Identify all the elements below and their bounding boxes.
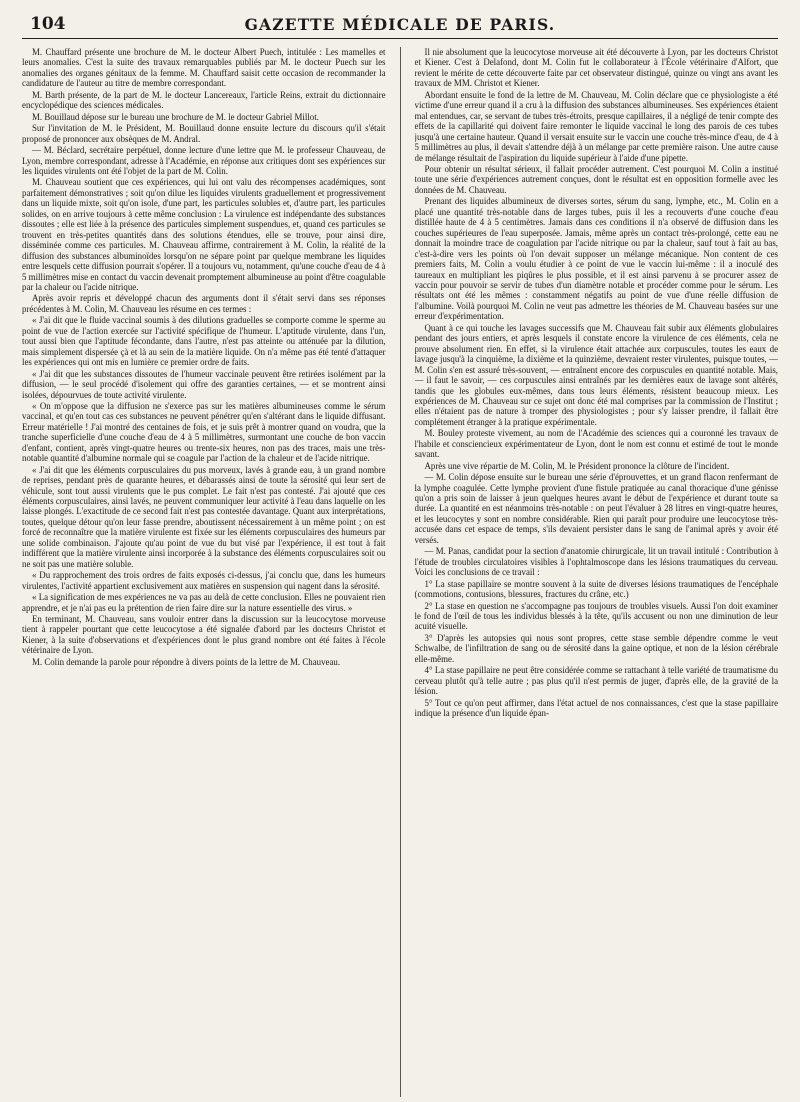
paragraph: 4° La stase papillaire ne peut être considérée comme se rattachant à telle variété de traumatisme du cerveau plutôt qu'à telle autre ; pas plus qu'il n'est permis de juger, d'après elle, de la gravité de la lésion. bbox=[414, 665, 779, 697]
paragraph: En terminant, M. Chauveau, sans vouloir entrer dans la discussion sur la leucocytose morveuse tient à rappeler pourtant que cette leucocytose a été signalée d'abord par les docteurs Christot et Kiener, à la suite d'observations et d'expériences dont le plus grand nombre ont été faites à l'école vétérinaire de Lyon. bbox=[22, 614, 386, 656]
paragraph: 1° La stase papillaire se montre souvent à la suite de diverses lésions traumatiques de l'encéphale (commotions, contusions, blessures, fractures du crâne, etc.) bbox=[414, 578, 779, 600]
paragraph: Après avoir repris et développé chacun des arguments dont il s'était servi dans ses réponses précédentes à M. Colin, M. Chauveau les résume en ces termes : bbox=[22, 293, 386, 314]
paragraph: « La signification de mes expériences ne va pas au delà de cette conclusion. Elles ne pouvaient rien apprendre, et je n'ai pas eu la prétention de rien faire dire sur la nature essentielle des virus. » bbox=[22, 592, 386, 613]
paragraph: Abordant ensuite le fond de la lettre de M. Chauveau, M. Colin déclare que ce physiologiste a été victime d'une erreur quand il a cru à la diffusion des substances albumineuses. Ses expériences étaient mal entendues, car, se servant de tubes très-étroits, presque capillaires, il a négligé de tenir compte des effets de la capillarité qui doivent faire remonter le liquide vaccinal le long des parois de ces tubes jusqu'à une certaine hauteur. Quand il versait ensuite sur le vaccin une couche très-mince d'eau, de 4 à 5 millimètres au plus, il devait s'attendre déjà à un mélange par cette première raison. Une autre cause de mélange résultait de l'aspiration du liquide supérieur à l'aide d'une pipette. bbox=[414, 89, 779, 163]
paragraph: M. Bouley proteste vivement, au nom de l'Académie des sciences qui a couronné les travaux de l'habile et consciencieux expérimentateur de Lyon, dont le nom est connu et estimé de tout le monde savant. bbox=[414, 428, 779, 460]
paragraph: — M. Panas, candidat pour la section d'anatomie chirurgicale, lit un travail intitulé : Contribution à l'étude de troubles circulatoires visibles à l'ophtalmoscope dans les lésions traumatiques du cerveau. Voici les conclusions de ce travail : bbox=[414, 546, 779, 578]
column-divider bbox=[400, 47, 401, 1097]
paragraph: Pour obtenir un résultat sérieux, il fallait procéder autrement. C'est pourquoi M. Colin a institué toute une série d'expériences autrement conçues, dont le résultat est en opposition formelle avec les données de M. Chauveau. bbox=[414, 163, 779, 195]
paragraph: « J'ai dit que les éléments corpusculaires du pus morveux, lavés à grande eau, à un grand nombre de reprises, pendant près de quarante heures, et débarassés ainsi de toute la sérosité qui leur sert de véhicule, sont tout aussi virulents que le pus complet. Le fait n'est pas contesté. J'ai ajouté que ces éléments corpusculaires, ainsi lavés, ne peuvent communiquer leur activité à l'eau dans laquelle on les laisse plongés. L'exactitude de ce second fait n'est pas contestée davantage. Quant aux interprétations, toutes, quelque détour qu'on leur fasse prendre, aboutissent nécessairement à un même point ; on est forcé de reconnaître que la matière virulente est fixée sur les éléments corpusculaires des humeurs par une solide combinaison. J'ajoute qu'au point de vue du but visé par l'expérience, il est tout à fait indifférent que la matière virulente ainsi incorporée à la substance des éléments corpusculaires soit ou ne soit pas une matière soluble. bbox=[22, 464, 386, 569]
paragraph: « J'ai dit que le fluide vaccinal soumis à des dilutions graduelles se comporte comme le sperme au point de vue de l'action exercée sur l'activité spécifique de l'humeur. L'aptitude virulente, dans l'un, tout aussi bien que l'aptitude fécondante, dans l'autre, n'est pas atteinte ou atténuée par la dilution, mais simplement dispersée çà et là au sein de la matière liquide. On n'a même pas été tenté d'attaquer les expériences qui ont mis en lumière ce premier ordre de faits. bbox=[22, 315, 386, 368]
paragraph: M. Barth présente, de la part de M. le docteur Lancereaux, l'article Reins, extrait du dictionnaire encyclopédique des sciences médicales. bbox=[22, 89, 386, 111]
paragraph: M. Chauveau soutient que ces expériences, qui lui ont valu des récompenses académiques, sont parfaitement démonstratives ; soit qu'on dilue les liquides virulents graduellement et progressivement dans un liquide mixte, soit qu'on isole, d'une part, les particules solubles et, d'autre part, les particules solides, on en arrive toujours à cette même conclusion : La virulence est indépendante des substances dissoutes ; elle est liée à la présence des particules simplement suspendues, et, quand ces particules se trouvent en très-petites quantités dans des solutions étendues, elle se trouve, pour ainsi dire, disséminée comme ces particules. M. Chauveau affirme, contrairement à M. Colin, la réalité de la diffusion des substances albuminoïdes lorsqu'on ne sépare point par quelque membrane les liquides entre lesquels cette diffusion pourrait s'opérer. Il a toujours vu, notamment, qu'une couche d'eau de 4 à 5 millimètres mise en contact du vaccin devenait promptement albumineuse au point d'être coagulable par la chaleur ou l'acide nitrique. bbox=[22, 177, 386, 292]
paragraph: Quant à ce qui touche les lavages successifs que M. Chauveau fait subir aux éléments globulaires pendant des jours entiers, et après lesquels il constate encore la virulence de ces éléments, cela ne prouve absolument rien. En effet, si la virulence était attachée aux corpuscules, toutes les eaux de lavage jusqu'à la cinquième, la dixième et la quinzième, devraient rester virulentes, puisque toutes, — M. Colin s'en est assuré très-souvent, — entraînent encore des corpuscules en quantité notable. Mais, — il faut le savoir, — ces corpuscules ainsi entraînés par les dernières eaux de lavage sont altérés, tandis que les globules eux-mêmes, dans tous leurs éléments, résistent beaucoup mieux. Les expériences de M. Chauveau sur ce sujet ont donc été mal comprises par la commission de l'Institut ; elles n'étaient pas de nature à tromper des physiologistes ; pour s'y laisser prendre, il fallait être complétement étranger à la pratique expérimentale. bbox=[414, 322, 779, 427]
paragraph: M. Chauffard présente une brochure de M. le docteur Albert Puech, intitulée : Les mamelles et leurs anomalies. C'est la suite des travaux remarquables publiés par M. le docteur Puech sur les anomalies des organes génitaux de la femme. M. Chauffard saisit cette occasion de recommander la candidature de l'auteur au titre de membre correspondant. bbox=[22, 47, 386, 89]
paragraph: Prenant des liquides albumineux de diverses sortes, sérum du sang, lymphe, etc., M. Colin en a placé une quantité très-notable dans de larges tubes, puis il les a recouverts d'une couche d'eau distillée haute de 4 à 5 centimètres. Jamais dans ces conditions il n'a observé de diffusion dans les couches supérieures de l'eau superposée. Jamais, même après un contact très-prolongé, cette eau ne donnait la moindre trace de coagulation par l'acide nitrique ou par la chaleur, sauf tout à fait au bas, c'est-à-dire vers les points où l'on devait supposer un mélange mécanique. Non content de ces premiers faits, M. Colin a voulu étudier à ce point de vue le vaccin lui-même : il a inoculé des taureaux en multipliant les piqûres le plus possible, et il est ainsi parvenu à se procurer assez de vaccin pour pouvoir se servir de tubes d'un diamètre notable et procéder comme pour le sérum. Les résultats ont été les mêmes : constamment négatifs au point de vue d'une réelle diffusion de l'albumine. Voilà pourquoi M. Colin ne veut pas admettre les théories de M. Chauveau basées sur une erreur d'expérimentation. bbox=[414, 196, 779, 322]
paragraph: M. Colin demande la parole pour répondre à divers points de la lettre de M. Chauveau. bbox=[32, 656, 341, 667]
right-column bbox=[415, 47, 779, 1097]
paragraph: — M. Colin dépose ensuite sur le bureau une série d'éprouvettes, et un grand flacon renfermant de la lymphe coagulée. Cette lymphe provient d'une fistule pratiquée au canal thoracique d'une génisse qu'on a pris soin de laisser à jeun quelques heures avant le début de l'expérience et durant toute sa durée. La quantité en est néanmoins très-notable : on peut l'évaluer à 28 litres en vingt-quatre heures, et les leucocytes y sont en nombre considérable. Rien qui paraît pour produire une leucocytose très-accusée dans cet espace de temps, s'ils devaient persister dans le sang de l'animal après y avoir été versés. bbox=[414, 472, 779, 545]
paragraph: « On m'oppose que la diffusion ne s'exerce pas sur les matières albumineuses comme le sérum vaccinal, et qu'en tout cas ces substances ne peuvent pénétrer qu'en s'altérant dans le liquide diffusant. Erreur matérielle ! J'ai montré des centaines de fois, et je suis prêt à montrer quand on voudra, que la tranche superficielle d'une couche d'eau de 4 à 5 millimètres, surmontant une couche de bon vaccin d'enfant, contient, après vingt-quatre heures ou trente-six heures, non pas des traces, mais une très-notable quantité d'albumine normale qui se coagule par l'action de la chaleur et de l'acide nitrique. bbox=[22, 400, 386, 464]
page-number: 104 bbox=[30, 14, 66, 34]
paragraph: « Du rapprochement des trois ordres de faits exposés ci-dessus, j'ai conclu que, dans les humeurs virulentes, l'activité appartient exclusivement aux matières en suspension qui nagent dans la sérosité. bbox=[22, 570, 386, 591]
paragraph: — M. Béclard, secrétaire perpétuel, donne lecture d'une lettre que M. le professeur Chauveau, de Lyon, membre correspondant, adresse à l'Académie, en réponse aux critiques dont ses expériences sur les liquides virulents ont été l'objet de la part de M. Colin. bbox=[22, 145, 386, 176]
paragraph: Il nie absolument que la leucocytose morveuse ait été découverte à Lyon, par les docteurs Christot et Kiener. C'est à Delafond, dont M. Colin fut le collaborateur à l'École vétérinaire d'Alfort, que revient le mérite de cette découverte faite par cet observateur distingué, quinze ou vingt ans avant les travaux de MM. Christot et Kiener. bbox=[414, 47, 779, 89]
text-columns bbox=[22, 39, 778, 1097]
paragraph: M. Bouillaud dépose sur le bureau une brochure de M. le docteur Gabriel Millot. bbox=[32, 111, 319, 122]
left-column bbox=[22, 47, 386, 1097]
paragraph: 2° La stase en question ne s'accompagne pas toujours de troubles visuels. Aussi l'on doit examiner le fond de l'œil de tous les individus blessés à la tête, qu'ils accusent ou non une diminution de leur acuité visuelle. bbox=[414, 600, 779, 632]
paragraph: Sur l'invitation de M. le Président, M. Bouillaud donne ensuite lecture du discours qu'il s'était proposé de prononcer aux obsèques de M. Andral. bbox=[22, 123, 386, 144]
paragraph: 5° Tout ce qu'on peut affirmer, dans l'état actuel de nos connaissances, c'est que la stase papillaire indique la présence d'un liquide épan- bbox=[414, 697, 779, 719]
page-header bbox=[22, 12, 778, 39]
journal-title: GAZETTE MÉDICALE DE PARIS. bbox=[244, 15, 556, 34]
paragraph: « J'ai dit que les substances dissoutes de l'humeur vaccinale peuvent être retirées isolément par la diffusion, — le seul procédé d'isolement qui offre des garanties certaines, — et se montrent ainsi isolées, dépourvues de toute activité virulente. bbox=[22, 368, 386, 400]
paragraph: 3° D'après les autopsies qui nous sont propres, cette stase semble dépendre comme le veut Schwalbe, de l'infiltration de sang ou de sérosité dans la gaine optique, et non de la lésion cérébrale elle-même. bbox=[414, 632, 779, 664]
paragraph: Après une vive répartie de M. Colin, M. le Président prononce la clôture de l'incident. bbox=[424, 460, 730, 471]
